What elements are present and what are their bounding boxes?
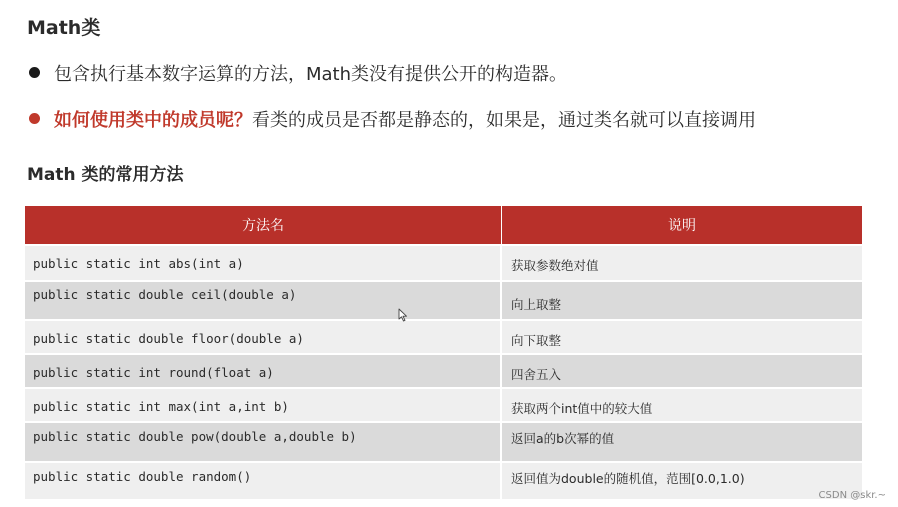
bullet-dot-icon [29, 113, 40, 124]
description-cell: 向上取整 [511, 297, 562, 312]
bullet-text-1: 包含执行基本数字运算的方法，Math类没有提供公开的构造器。 [54, 64, 568, 85]
section-subtitle: Math 类的常用方法 [27, 165, 184, 185]
page-title: Math类 [27, 17, 101, 39]
table-row [25, 461, 862, 499]
description-cell: 获取参数绝对值 [511, 258, 599, 273]
method-cell: public static double ceil(double a) [25, 282, 502, 319]
description-cell: 获取两个int值中的较大值 [511, 401, 653, 416]
method-cell: public static int round(float a) [25, 355, 502, 387]
description-cell: 返回a的b次幂的值 [511, 431, 615, 446]
methods-table [25, 206, 862, 499]
method-cell: public static double random() [25, 463, 502, 499]
table-row [25, 280, 862, 319]
method-cell: public static double floor(double a) [25, 321, 502, 353]
method-cell: public static double pow(double a,double b) [25, 423, 502, 461]
bullet-highlight: 如何使用类中的成员呢？ [54, 110, 252, 131]
table-row [25, 353, 862, 387]
bullet-dot-icon [29, 67, 40, 78]
header-method-name: 方法名 [25, 206, 502, 244]
table-row [25, 421, 862, 461]
mouse-pointer-icon [398, 308, 408, 322]
table-row [25, 387, 862, 421]
table-header [25, 206, 862, 244]
description-cell: 返回值为double的随机值，范围[0.0,1.0) [511, 471, 745, 486]
watermark: CSDN @skr.~ [818, 490, 886, 501]
header-description: 说明 [668, 218, 696, 234]
table-row [25, 319, 862, 353]
bullet-item-1 [29, 62, 567, 88]
method-cell: public static int abs(int a) [25, 246, 502, 280]
bullet-item-2 [29, 108, 756, 134]
description-cell: 向下取整 [511, 333, 562, 348]
table-row [25, 244, 862, 280]
method-cell: public static int max(int a,int b) [25, 389, 502, 421]
bullet-text-2: 看类的成员是否都是静态的，如果是，通过类名就可以直接调用 [252, 110, 756, 131]
description-cell: 四舍五入 [511, 367, 562, 382]
